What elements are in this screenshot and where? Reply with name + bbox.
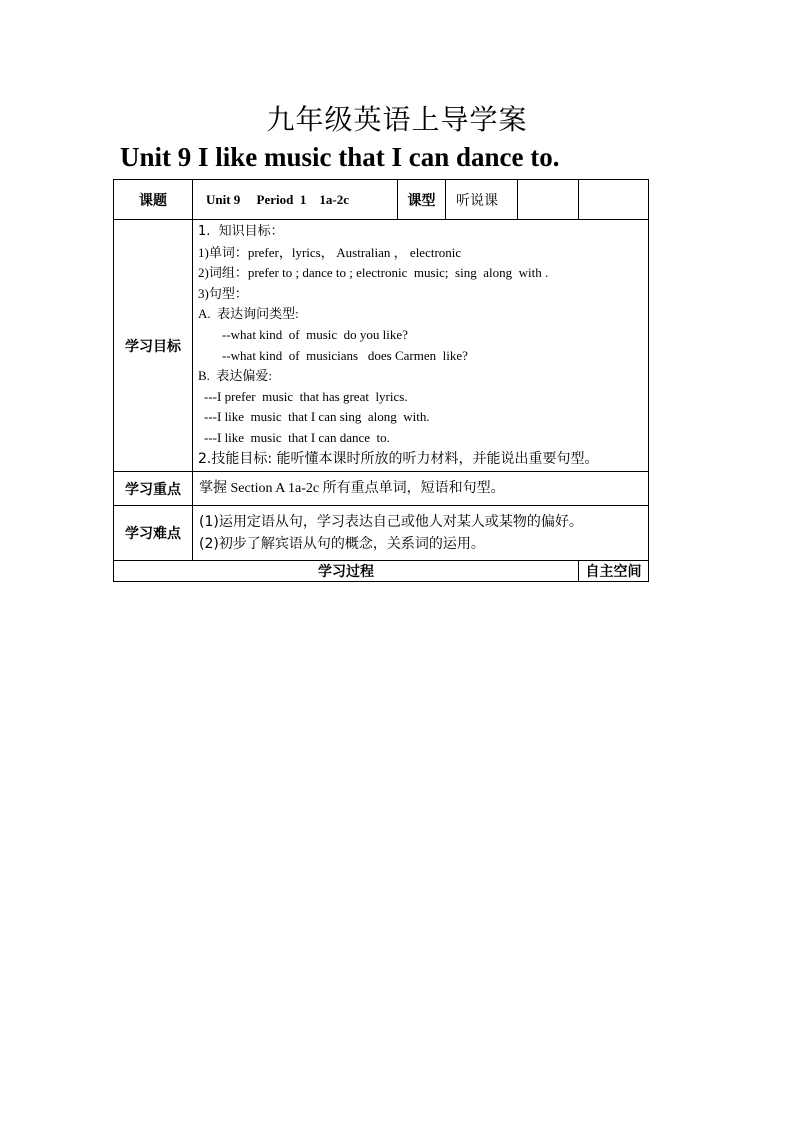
goals-line: ---I prefer music that has great lyrics. [204,388,408,404]
lesson-plan-table [113,179,649,582]
difficulty-content [193,506,649,561]
goals-line: --what kind of music do you like? [222,326,408,342]
lesson-type-value: 听说课 [446,180,518,220]
goals-line: B. 表达偏爱: [198,368,273,384]
topic-label: 课题 [114,180,193,220]
lesson-type-label: 课型 [398,180,446,220]
goals-line: A. 表达询问类型: [198,306,299,322]
topic-value: Unit 9 Period 1 1a-2c [193,180,398,220]
process-header-row [114,561,649,582]
focus-label: 学习重点 [114,472,193,506]
goals-line: ---I like music that I can sing along with. [204,409,430,425]
focus-row [114,472,649,506]
difficulty-row [114,506,649,561]
goals-content [193,220,649,472]
process-header: 学习过程 [114,561,579,582]
empty-cell [579,180,649,220]
difficulty-label: 学习难点 [114,506,193,561]
document-title-english: Unit 9 I like music that I can dance to. [120,142,560,172]
self-space-header: 自主空间 [579,561,649,582]
goals-line: 1)单词：prefer，lyrics， Australian ， electronic [198,244,462,260]
goals-line: 2)词组：prefer to ; dance to ; electronic music; sing along with . [198,265,549,281]
goals-label: 学习目标 [114,220,193,472]
difficulty-line: (2)初步了解宾语从句的概念，关系词的运用。 [199,536,485,553]
document-title-chinese: 九年级英语上导学案 [266,103,528,136]
topic-row [114,180,649,220]
goals-line: 1. 知识目标： [198,224,284,239]
difficulty-line: (1)运用定语从句，学习表达自己或他人对某人或某物的偏好。 [199,514,583,531]
focus-content: 掌握 Section A 1a-2c 所有重点单词，短语和句型。 [193,472,649,506]
goals-line: ---I like music that I can dance to. [204,429,390,445]
goals-line: 2.技能目标: 能听懂本课时所放的听力材料，并能说出重要句型。 [198,450,599,467]
goals-line: --what kind of musicians does Carmen like? [222,347,468,363]
empty-cell [518,180,579,220]
goals-line: 3)句型： [198,285,248,301]
goals-row [114,220,649,472]
